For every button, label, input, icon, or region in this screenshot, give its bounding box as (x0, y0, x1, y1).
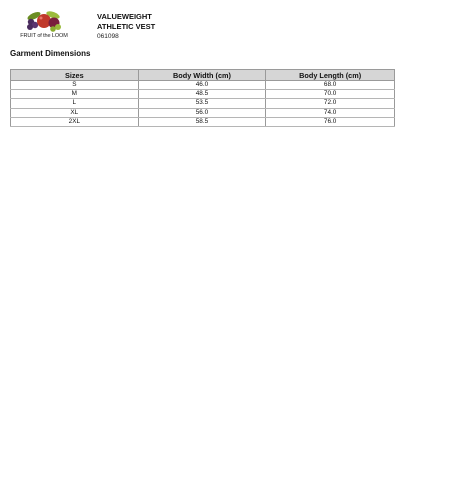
fruit-cluster-icon (20, 8, 68, 34)
header-body-length: Body Length (cm) (266, 70, 395, 81)
body-length-cell: 74.0 (266, 108, 395, 117)
product-header (97, 12, 187, 41)
body-length-cell: 68.0 (266, 81, 395, 90)
table-row (11, 117, 395, 126)
body-width-cell: 58.5 (138, 117, 266, 126)
table-row (11, 99, 395, 108)
size-cell: 2XL (11, 117, 139, 126)
brand-wordmark: FRUIT of the LOOM (20, 33, 68, 39)
size-cell: L (11, 99, 139, 108)
body-width-cell: 53.5 (138, 99, 266, 108)
body-width-cell: 46.0 (138, 81, 266, 90)
header-sizes: Sizes (11, 70, 139, 81)
size-cell: S (11, 81, 139, 90)
size-cell: XL (11, 108, 139, 117)
body-length-cell: 70.0 (266, 90, 395, 99)
body-length-cell: 72.0 (266, 99, 395, 108)
size-cell: M (11, 90, 139, 99)
body-length-cell: 76.0 (266, 117, 395, 126)
table-row (11, 108, 395, 117)
product-title: VALUEWEIGHT ATHLETIC VEST (97, 12, 156, 31)
table-row (11, 81, 395, 90)
table-row (11, 90, 395, 99)
table-header-row (11, 70, 395, 81)
body-width-cell: 48.5 (138, 90, 266, 99)
brand-logo (20, 8, 68, 42)
header-body-width: Body Width (cm) (138, 70, 266, 81)
product-code: 061098 (97, 33, 119, 40)
section-heading: Garment Dimensions (10, 49, 91, 58)
garment-dimensions-table (10, 69, 395, 127)
body-width-cell: 56.0 (138, 108, 266, 117)
